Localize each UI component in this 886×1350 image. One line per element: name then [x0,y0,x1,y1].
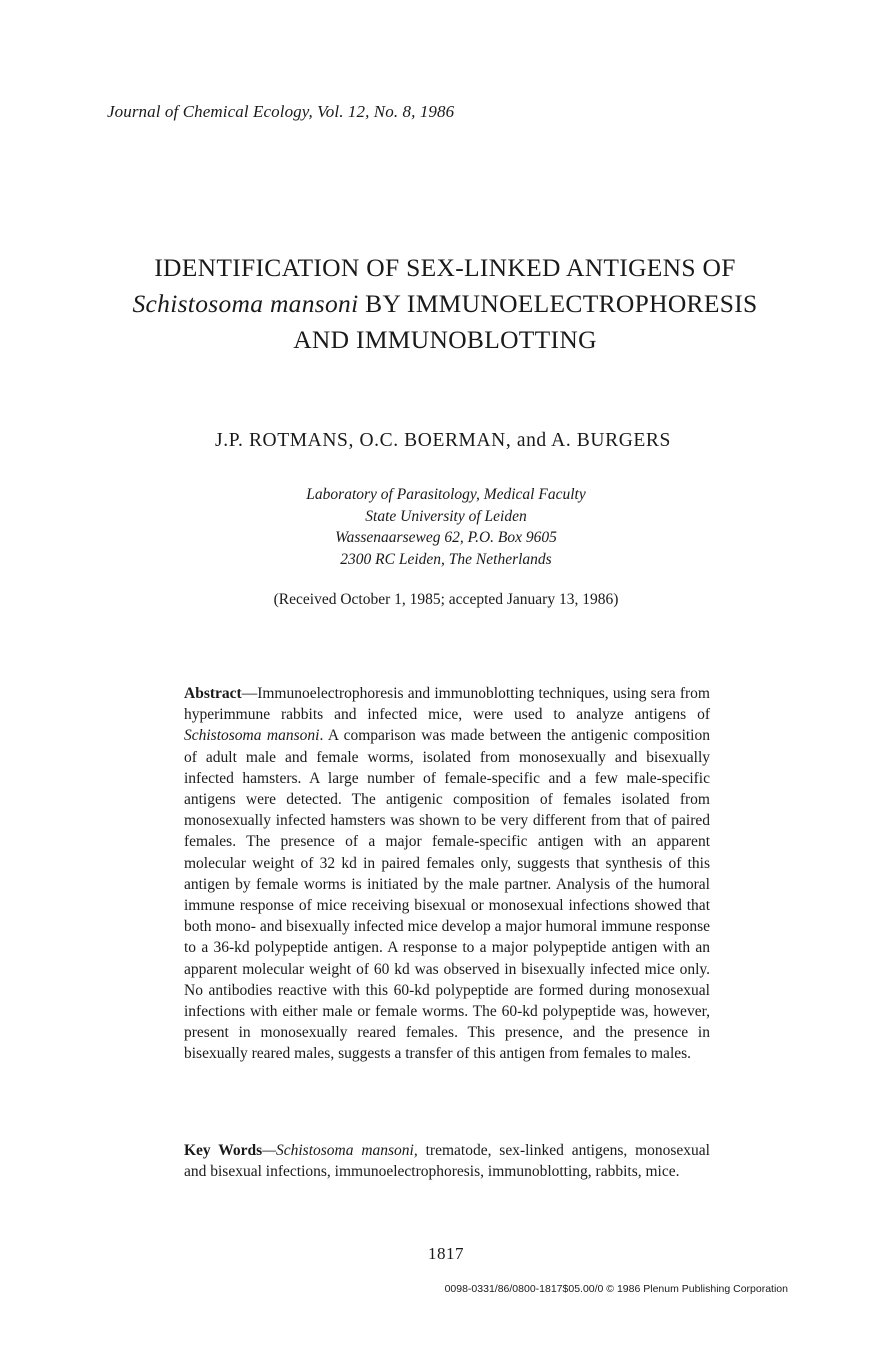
affiliation-line-4: 2300 RC Leiden, The Netherlands [340,550,552,568]
key-words-text: trematode, sex-linked antigens, monosexual and bisexual infections, immunoelectrophoresis, immunoblotting, rabbits, mice. [184,1142,710,1181]
abstract [184,683,710,1065]
title-species: Schistosoma mansoni [132,289,359,318]
key-words-species: Schistosoma mansoni, [275,1142,418,1159]
affiliation-line-1: Laboratory of Parasitology, Medical Faculty [306,486,586,503]
title-line-3: AND IMMUNOBLOTTING [293,325,597,354]
affiliation-line-3: Wassenaarseweg 62, P.O. Box 9605 [335,529,557,546]
abstract-label: Abstract [184,685,242,702]
key-words-label: Key Words [184,1142,263,1159]
journal-citation: Journal of Chemical Ecology, Vol. 12, No. 8, 1986 [107,102,455,121]
affiliation-line-2: State University of Leiden [365,507,527,525]
received-dates: (Received October 1, 1985; accepted January 13, 1986) [273,591,619,608]
authors: J.P. ROTMANS, O.C. BOERMAN, and A. BURGERS [215,430,671,451]
key-words [184,1140,710,1182]
title-line-1: IDENTIFICATION OF SEX-LINKED ANTIGENS OF [154,253,736,282]
copyright-notice: © 1986 Plenum Publishing Corporation [603,1283,788,1295]
title-line-2 [90,286,800,322]
copyright-line [445,1283,788,1295]
title-line-2-rest: BY IMMUNOELECTROPHORESIS [358,289,758,318]
article-code: 0098-0331/86/0800-1817$05.00/0 [444,1283,604,1295]
page-number: 1817 [428,1244,464,1263]
abstract-text-b: . A comparison was made between the antigenic composition of adult male and female worms, isolated from monosexually and bisexually infected hamsters. A large number of female-specific and a few male-specific antigens were detected. The antigenic composition of females isolated from monosexually infected hamsters was shown to be very different from that of paired females. The presence of a major female-specific antigen with an apparent molecular weight of 32 kd in paired females only, suggests that synthesis of this antigen by female worms is initiated by the male partner. Analysis of the humoral immune response of mice receiving bisexual or monosexual infections showed that both mono- and bisexually infected mice develop a major humoral immune response to a 36-kd polypeptide antigen. A response to a major polypeptide antigen with an apparent molecular weight of 60 kd was observed in bisexually infected mice only. No antibodies reactive with this 60-kd polypeptide are formed during monosexual infections with either male or female worms. The 60-kd polypeptide was, however, present in monosexually reared females. This presence, and the presence in bisexually reared males, suggests a transfer of this antigen from females to males. [184,727,710,1063]
affiliation [0,484,886,570]
paper-title [90,250,800,358]
key-words-dash: — [262,1142,276,1159]
abstract-text-a: —Immunoelectrophoresis and immunoblotting techniques, using sera from hyperimmune rabbits and infected mice, were used to analyze antigens of [184,685,710,724]
abstract-species: Schistosoma mansoni [184,727,320,745]
